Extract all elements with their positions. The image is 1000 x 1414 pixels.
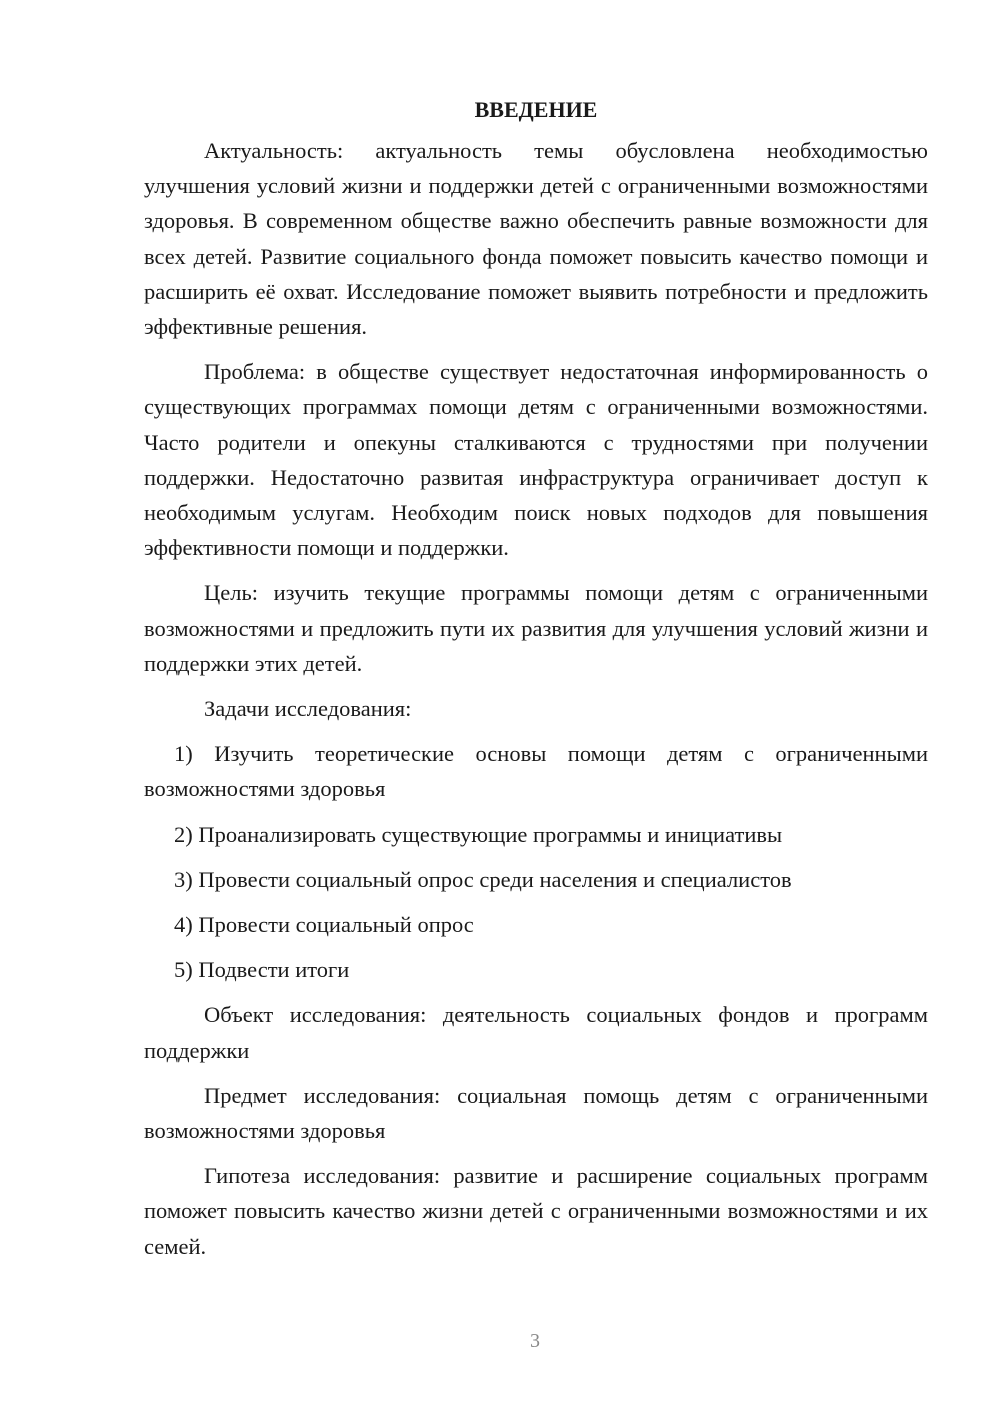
relevance-paragraph: Актуальность: актуальность темы обусловлена необходимостью улучшения условий жизни и поддержки детей с ограниченными возможностями здоровья. В современном обществе важно обеспечить равные возможности для всех детей. Развитие социального фонда поможет повысить качество помощи и расширить её охват. Исследование поможет выявить потребности и предложить эффективные решения. bbox=[144, 138, 928, 340]
hypothesis-paragraph: Гипотеза исследования: развитие и расширение социальных программ поможет повысить качество жизни детей с ограниченными возможностями и их семей. bbox=[144, 1163, 928, 1259]
problem-paragraph: Проблема: в обществе существует недостаточная информированность о существующих программах помощи детям с ограниченными возможностями. Часто родители и опекуны сталкиваются с трудностями при получении поддержки. Недостаточно развитая инфраструктура ограничивает доступ к необходимым услугам. Необходим поиск новых подходов для повышения эффективности помощи и поддержки. bbox=[144, 359, 928, 561]
page-number: 3 bbox=[530, 1330, 540, 1352]
task-item: 4) Провести социальный опрос bbox=[174, 912, 474, 938]
tasks-heading: Задачи исследования: bbox=[204, 696, 412, 722]
task-item: 2) Проанализировать существующие программы и инициативы bbox=[174, 821, 783, 847]
object-paragraph: Объект исследования: деятельность социальных фондов и программ поддержки bbox=[144, 1002, 928, 1063]
task-item: 1) Изучить теоретические основы помощи детям с ограниченными возможностями здоровья bbox=[144, 741, 928, 802]
page-content bbox=[144, 92, 928, 1274]
document-title: ВВЕДЕНИЕ bbox=[474, 97, 598, 122]
subject-paragraph: Предмет исследования: социальная помощь детям с ограниченными возможностями здоровья bbox=[144, 1082, 928, 1144]
task-item: 5) Подвести итоги bbox=[174, 957, 350, 983]
goal-paragraph: Цель: изучить текущие программы помощи детям с ограниченными возможностями и предложить пути их развития для улучшения условий жизни и поддержки этих детей. bbox=[144, 580, 928, 676]
task-item: 3) Провести социальный опрос среди населения и специалистов bbox=[174, 866, 792, 892]
